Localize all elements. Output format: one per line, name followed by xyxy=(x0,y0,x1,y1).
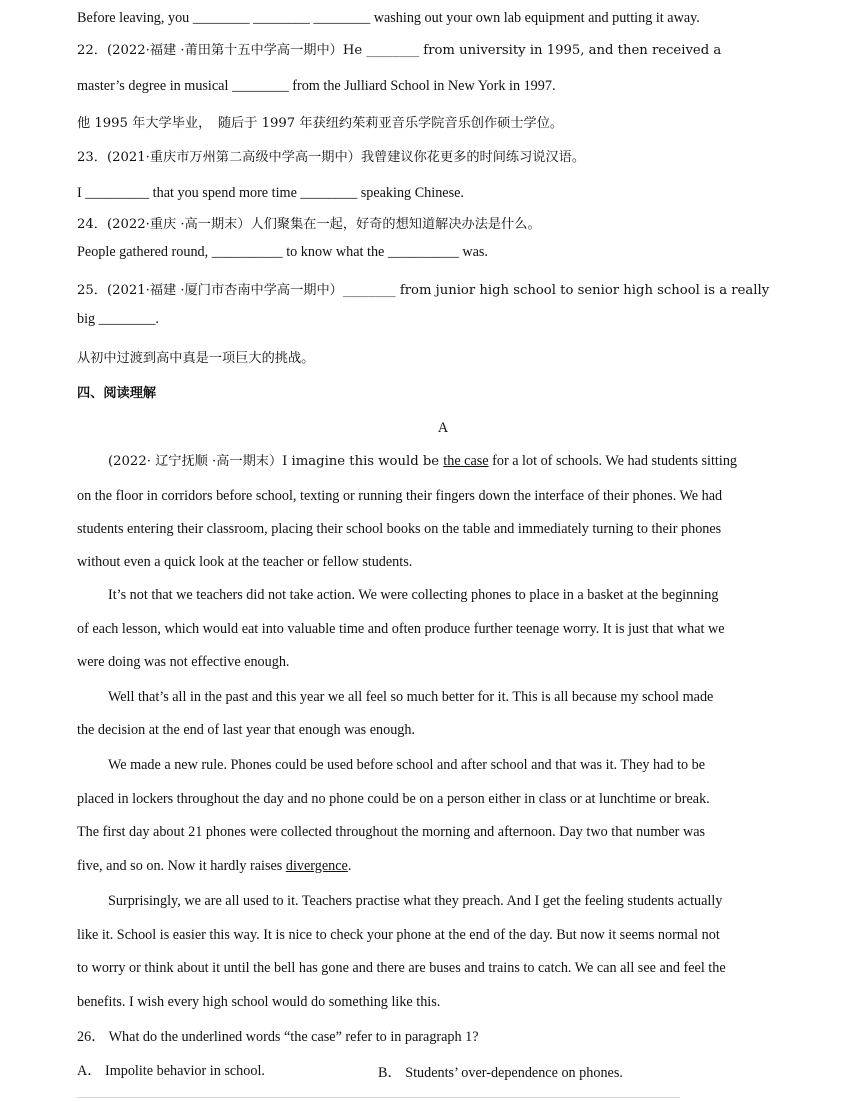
passage-line: to worry or think about it until the bell has gone and there are buses and trains to catch. We can all see and feel the xyxy=(77,960,726,976)
exercise-line: Before leaving, you ________ ________ ________ washing out your own lab equipment and putting it away. xyxy=(77,10,700,26)
passage-paragraph-5-line-1: Surprisingly, we are all used to it. Teachers practise what they preach. And I get the feeling students actually xyxy=(108,893,723,909)
passage-line: like it. School is easier this way. It is nice to check your phone at the end of the day. But now it seems normal not xyxy=(77,927,720,943)
question-23-sentence: I _________ that you spend more time ________ speaking Chinese. xyxy=(77,185,464,201)
passage-text: (2022· 辽宁抚顺 ·高一期末）I imagine this would be xyxy=(108,454,444,469)
question-26-option-a: A． Impolite behavior in school. xyxy=(77,1063,265,1079)
passage-text: . xyxy=(347,858,352,874)
question-22-line-2: master’s degree in musical ________ from the Julliard School in New York in 1997. xyxy=(77,78,556,94)
passage-line: The first day about 21 phones were collected throughout the morning and afternoon. Day two that number was xyxy=(77,824,706,840)
underlined-phrase-the-case: the case xyxy=(443,453,489,469)
passage-text: five, and so on. Now it hardly raises xyxy=(77,858,286,874)
question-25-translation: 从初中过渡到高中真是一项巨大的挑战。 xyxy=(77,351,315,366)
question-23-prompt: 23．(2021·重庆市万州第二高级中学高一期中）我曾建议你花更多的时间练习说汉语。 xyxy=(77,150,586,165)
page-divider xyxy=(77,1097,680,1098)
passage-line: students entering their classroom, placing their school books on the table and immediately turning to their phones xyxy=(77,521,722,537)
passage-line: placed in lockers throughout the day and no phone could be on a person either in class or at lunchtime or break. xyxy=(77,791,710,807)
underlined-word-divergence: divergence xyxy=(285,858,348,874)
passage-line: without even a quick look at the teacher or fellow students. xyxy=(77,554,413,570)
passage-line: of each lesson, which would eat into valuable time and often produce further teenage worry. It is just that what we xyxy=(77,621,725,637)
passage-label: A xyxy=(437,420,449,436)
passage-paragraph-2-line-1: It’s not that we teachers did not take action. We were collecting phones to place in a basket at the beginning xyxy=(108,587,719,603)
passage-paragraph-4-line-1: We made a new rule. Phones could be used before school and after school and that was it. They had to be xyxy=(108,757,706,773)
passage-line: were doing was not effective enough. xyxy=(77,654,290,670)
question-24-sentence: People gathered round, __________ to know what the __________ was. xyxy=(77,244,488,260)
passage-paragraph-3-line-1: Well that’s all in the past and this year we all feel so much better for it. This is all because my school made xyxy=(108,689,714,705)
question-24-prompt: 24．(2022·重庆 ·高一期末）人们聚集在一起，好奇的想知道解决办法是什么。 xyxy=(77,217,541,232)
passage-paragraph-4-line-4 xyxy=(77,857,351,875)
question-22-line-1: 22．(2022·福建 ·莆田第十五中学高一期中）He ________ from university in 1995, and then received a xyxy=(77,43,722,58)
passage-line: benefits. I wish every high school would do something like this. xyxy=(77,994,441,1010)
passage-paragraph-1-line-1 xyxy=(108,452,737,471)
passage-line: on the floor in corridors before school, texting or running their fingers down the interface of their phones. We had xyxy=(77,488,723,504)
question-26-stem: 26． What do the underlined words “the case” refer to in paragraph 1? xyxy=(77,1029,479,1045)
question-26-option-b: B． Students’ over-dependence on phones. xyxy=(378,1065,623,1081)
passage-line: the decision at the end of last year that enough was enough. xyxy=(77,722,416,738)
question-25-line-1: 25．(2021·福建 ·厦门市杏南中学高一期中）________ from junior high school to senior high school is a really xyxy=(77,283,770,298)
passage-text: for a lot of schools. We had students sitting xyxy=(488,453,738,469)
question-25-line-2: big ________. xyxy=(77,311,159,327)
section-heading: 四、阅读理解 xyxy=(77,386,157,401)
question-22-translation: 他 1995 年大学毕业， 随后于 1997 年获纽约茱莉亚音乐学院音乐创作硕士学位。 xyxy=(77,116,564,131)
